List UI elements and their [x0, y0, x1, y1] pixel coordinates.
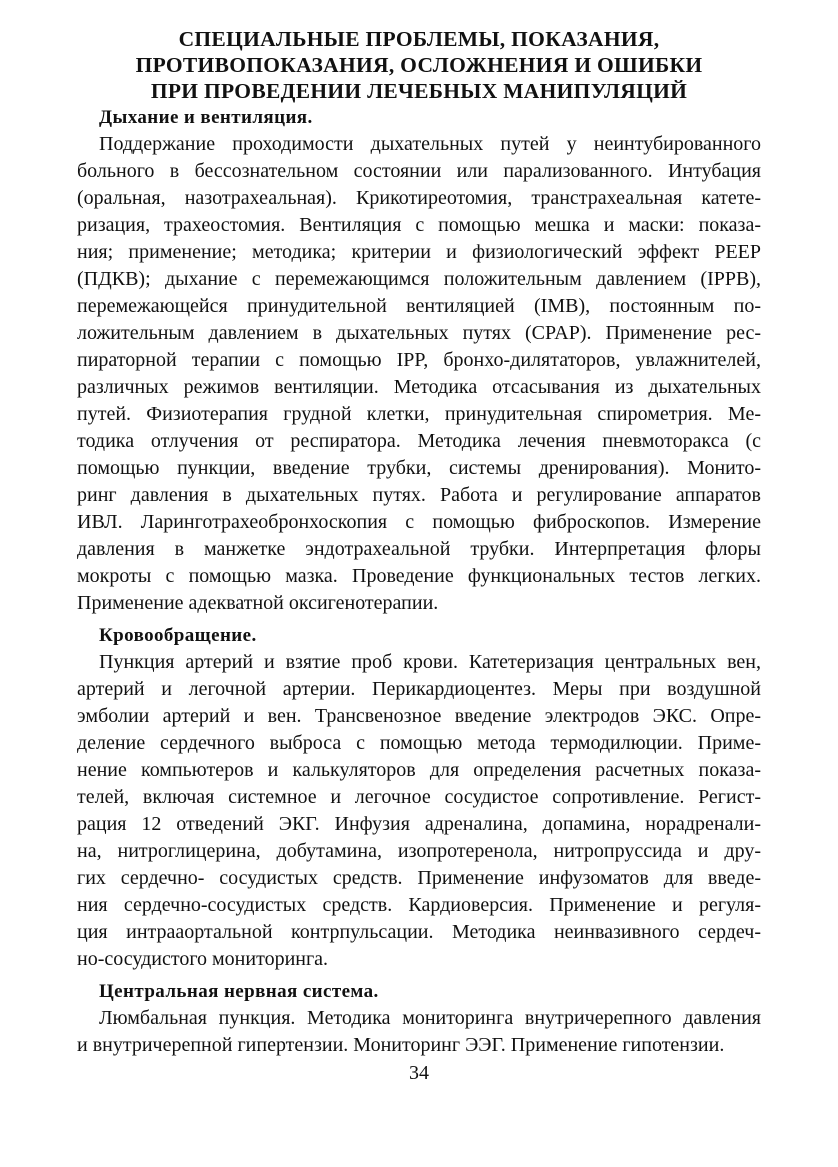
text-line: гих сердечно- сосудистых средств. Применение инфузоматов для введе-: [77, 867, 761, 889]
title-line: ПРИ ПРОВЕДЕНИИ ЛЕЧЕБНЫХ МАНИПУЛЯЦИЙ: [150, 79, 688, 103]
text-line: Поддержание проходимости дыхательных путей у неинтубированного: [99, 133, 761, 155]
text-line: нение компьютеров и калькуляторов для определения расчетных показа-: [77, 759, 761, 781]
text-line: артерий и легочной артерии. Перикардиоцентез. Меры при воздушной: [77, 678, 761, 700]
text-line: ризация, трахеостомия. Вентиляция с помощью мешка и маски: показа-: [77, 214, 761, 236]
text-line: но-сосудистого мониторинга.: [77, 948, 329, 970]
text-line: различных режимов вентиляции. Методика отсасывания из дыхательных: [77, 376, 761, 398]
section-heading-cns: Центральная нервная система.: [99, 981, 379, 1002]
title-line: СПЕЦИАЛЬНЫЕ ПРОБЛЕМЫ, ПОКАЗАНИЯ,: [178, 27, 660, 51]
section-body-circulation: [77, 649, 761, 973]
section-heading-circulation: Кровообращение.: [99, 625, 257, 646]
section-body-cns: [77, 1005, 761, 1059]
text-line: рация 12 отведений ЭКГ. Инфузия адреналина, допамина, норадренали-: [77, 813, 761, 835]
text-line: Применение адекватной оксигенотерапии.: [77, 592, 439, 614]
section-heading-breathing: Дыхание и вентиляция.: [99, 107, 313, 128]
text-line: больного в бессознательном состоянии или парализованного. Интубация: [77, 160, 761, 182]
text-line: Пункция артерий и взятие проб крови. Катетеризация центральных вен,: [99, 651, 761, 673]
text-line: ринг давления в дыхательных путях. Работа и регулирование аппаратов: [77, 484, 761, 506]
text-line: на, нитроглицерина, добутамина, изопротеренола, нитропруссида и дру-: [77, 840, 761, 862]
text-line: мокроты с помощью мазка. Проведение функциональных тестов легких.: [77, 565, 761, 587]
text-line: путей. Физиотерапия грудной клетки, принудительная спирометрия. Ме-: [77, 403, 761, 425]
text-line: помощью пункции, введение трубки, системы дренирования). Монито-: [77, 457, 761, 479]
text-line: (ПДКВ); дыхание с перемежающимся положительным давлением (IPPB),: [77, 268, 761, 290]
page-number: 34: [409, 1062, 429, 1084]
text-line: ция интрааортальной контрпульсации. Методика неинвазивного сердеч-: [77, 921, 761, 943]
page-title: [77, 26, 761, 104]
section-body-breathing: [77, 131, 761, 617]
text-line: ния сердечно-сосудистых средств. Кардиоверсия. Применение и регуля-: [77, 894, 761, 916]
text-line: ложительным давлением в дыхательных путях (CPAP). Применение рес-: [77, 322, 761, 344]
title-line: ПРОТИВОПОКАЗАНИЯ, ОСЛОЖНЕНИЯ И ОШИБКИ: [135, 53, 703, 77]
page-content: [77, 26, 761, 1064]
text-line: ния; применение; методика; критерии и физиологический эффект PEEP: [77, 241, 761, 263]
text-line: (оральная, назотрахеальная). Крикотиреотомия, транстрахеальная катете-: [77, 187, 761, 209]
text-line: перемежающейся принудительной вентиляцией (IMB), постоянным по-: [77, 295, 761, 317]
text-line: пираторной терапии с помощью IPP, бронхо-дилятаторов, увлажнителей,: [77, 349, 761, 371]
text-line: тодика отлучения от респиратора. Методика лечения пневмоторакса (с: [77, 430, 761, 452]
text-line: эмболии артерий и вен. Трансвенозное введение электродов ЭКС. Опре-: [77, 705, 761, 727]
text-line: Люмбальная пункция. Методика мониторинга внутричерепного давления: [99, 1007, 761, 1029]
text-line: и внутричерепной гипертензии. Мониторинг ЭЭГ. Применение гипотензии.: [77, 1034, 725, 1056]
text-line: давления в манжетке эндотрахеальной трубки. Интерпретация флоры: [77, 538, 761, 560]
text-line: ИВЛ. Ларинготрахеобронхоскопия с помощью фиброскопов. Измерение: [77, 511, 761, 533]
text-line: деление сердечного выброса с помощью метода термодилюции. Приме-: [77, 732, 761, 754]
text-line: телей, включая системное и легочное сосудистое сопротивление. Регист-: [77, 786, 761, 808]
